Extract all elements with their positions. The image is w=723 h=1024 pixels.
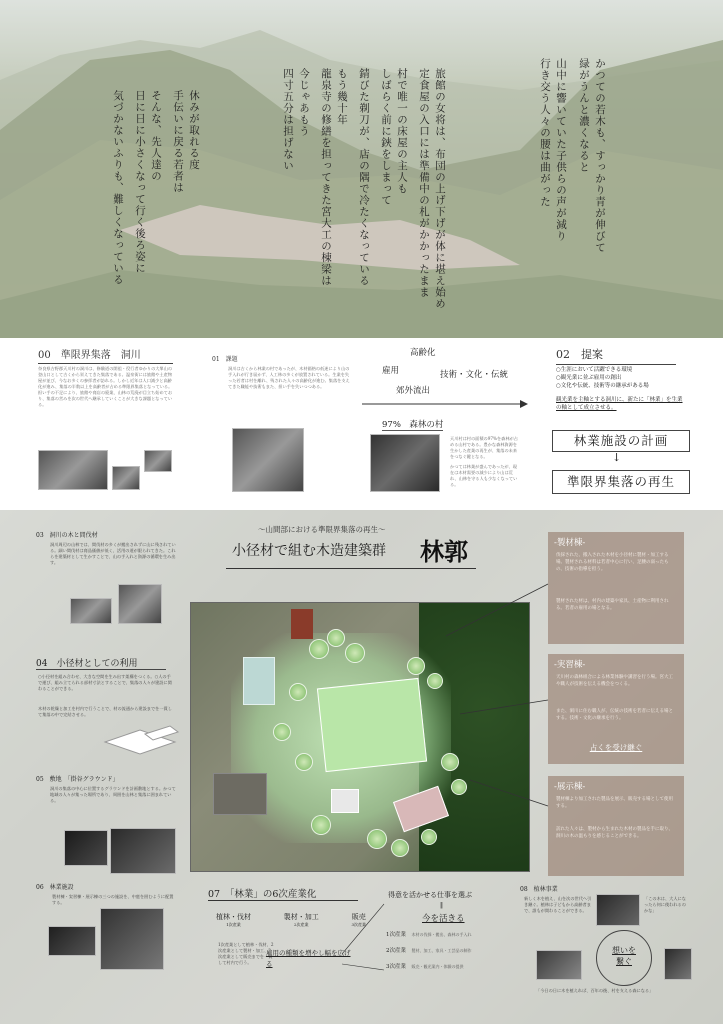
- poem-column: もう幾十年: [336, 68, 348, 126]
- poem-column: 山中に響いていた子供らの声が減り: [555, 58, 567, 242]
- flow-arrow: [360, 398, 530, 410]
- poem-column: 緑がうんと濃くなると: [578, 58, 590, 173]
- forest-body-2: かつては林業が盛んであったが、現在は木材需要の減少により山は荒れ、山林を守る人も少なくなっている。: [450, 464, 518, 487]
- worker-photo: [232, 428, 304, 492]
- poem-column: 錆びた剃刀が、店の隅で冷たくなっている: [358, 68, 370, 287]
- section-07-body: 1次産業として植林・伐材、2次産業として製材・加工、3次産業として販売までを一貫して村内で行う。: [218, 942, 274, 965]
- poem-column: 気づかないふりも、難しくなっている: [112, 90, 124, 286]
- building-photo: [48, 926, 96, 956]
- village-photo: [144, 450, 172, 472]
- card-title: -製材棟-: [554, 538, 586, 548]
- section-00-body: 奈良県吉野郡天川村の洞川は、修験道の開祖・役行者ゆかりの大峯山の登山口として古くから栄えてきた集落である。温泉街には旅館や土産物屋が並び、今なお多くの参拝者が訪れる。しかし近年は人口減少と高齢化が進み、集落の半数以上を高齢者が占める準限界集落となっている。担い手の不足により、旅館や商店の廃業、山林の荒廃が目立ち始めており、集落の営みを次の世代へ継承していくことが大きな課題となっている。: [38, 366, 173, 407]
- planting-photo: [664, 948, 692, 980]
- connector-lines: [340, 894, 386, 974]
- poem-column: そんな、先人達の: [150, 90, 162, 182]
- tree-icon: [311, 815, 331, 835]
- poem-column: 村で唯一の床屋の主人も: [396, 68, 408, 195]
- timber-photo: [70, 598, 112, 624]
- label-aging: 高齢化: [410, 348, 436, 358]
- tree-icon: [295, 753, 313, 771]
- card-body-2: 訪れた人々は、製材から生まれた木材の製品を手に取り、洞川の木の温もりを感じることができる。: [556, 827, 673, 839]
- card-title: -実習棟-: [554, 660, 586, 670]
- section-08-foot: 「今日の日に木を植えれば、百年の後、村を支える森になる」: [536, 988, 654, 993]
- section-04-title: 04 小径材としての利用: [36, 656, 166, 670]
- building-roof: [291, 609, 313, 639]
- tree-icon: [421, 829, 437, 845]
- poem-column: 日に日に小さくなって行く後ろ姿に: [134, 90, 146, 274]
- forest-photo: [370, 434, 440, 492]
- title-rinkaku: 林郭: [420, 537, 468, 566]
- label-employment: 雇用: [382, 366, 400, 376]
- proposal-text: 観光業を主軸とする洞川に、新たに「林業」を生業の軸として成立させる。: [556, 397, 683, 411]
- site-photo: [64, 830, 108, 866]
- poem-column: 龍泉寺の修繕を担ってきた宮大工の棟梁は: [320, 68, 332, 287]
- section-08-title: 08 植林事業: [520, 886, 558, 893]
- center-equals: ‖: [440, 902, 443, 909]
- subtitle: 〜山間部における準限界集落の再生〜: [258, 525, 386, 534]
- court-area: [213, 773, 267, 815]
- section-00-title: 00 準限界集落 洞川: [38, 346, 173, 364]
- card-body-2: また、洞川に住む職人が、伝統の技術を若者に伝える場とする。技術・文化の継承を行う。: [556, 709, 673, 721]
- card-tag: 占くを受け継ぐ: [589, 743, 643, 752]
- proposal-item: ○観光業に並ぶ雇用の創出: [556, 375, 622, 381]
- tree-icon: [407, 657, 425, 675]
- section-06-body: 製材棟・実習棟・展示棟の三つの施設を、中庭を囲むように配置する。: [52, 894, 174, 905]
- industry-rows: [386, 930, 506, 972]
- section-07-title: 07 「林業」の6次産業化: [208, 886, 358, 901]
- forest-label: 97% 森林の村: [382, 420, 444, 430]
- site-photo: [110, 828, 176, 874]
- poem-column: 今じゃあもう: [298, 68, 310, 137]
- industry-row: 1次産業 木材の伐採・搬出、森林の手入れ: [386, 932, 472, 938]
- down-arrow: ↓: [612, 451, 622, 464]
- title-rule: [226, 568, 476, 569]
- section-03-title: 03 洞川の木と間伐材: [36, 532, 98, 539]
- leader-lines: [440, 580, 550, 810]
- section-04-body: ○小径材を組み合わせ、大きな空間を生み出す架構をつくる。○人の手で運び、組み立てられる部材寸法とすることで、集落の人々が建設に関わることができる。: [38, 674, 172, 691]
- building-roof: [243, 657, 275, 705]
- poem-column: しばらく前に鋏をしまって: [380, 68, 392, 206]
- poem-column: かつての若木も、すっかり青が伸びて: [594, 58, 606, 254]
- section-07-tag: 雇用の種類を増やし幅を広げる: [266, 949, 351, 968]
- poem-column: 手伝いに戻る若者は: [172, 90, 184, 194]
- label-outflow: 郊外流出: [396, 386, 431, 396]
- section-03-body: 洞川周辺の山林では、間伐材の多くが搬出されずに山に残されている。細い間伐材は商品価値が低く、活用の道が限られてきた。これらを建築材として生かすことで、山の手入れと資源の循環を生み出す。: [50, 542, 176, 565]
- poem-column: 行き交う人々の腰は曲がった: [539, 58, 551, 208]
- tree-icon: [289, 683, 307, 701]
- card-lumber-mill: [548, 532, 684, 644]
- industry-row: 3次産業 販売・観光案内・体験の提供: [386, 964, 464, 970]
- overview-band: [0, 338, 723, 510]
- tree-icon: [273, 723, 291, 741]
- section-05-title: 05 敷地 「掛谷グラウンド」: [36, 776, 119, 783]
- poem-column: 休みが取れる度: [188, 90, 200, 171]
- village-photo: [38, 450, 108, 490]
- proposal-list: [556, 366, 649, 390]
- plan-box: 林業施設の計画: [552, 430, 690, 452]
- section-04-body-2: 木材の乾燥と加工を村内で行うことで、材の流通から建設までを一貫して集落の中で完結させる。: [38, 706, 172, 717]
- proposal-item: ○文化や伝統、技術等の継承がある場: [556, 383, 649, 389]
- poem-column: 旅館の女将は、布団の上げ下げが体に堪え始め: [434, 68, 446, 310]
- section-08-body: 新しく木を植え、山を次の世代へ引き継ぐ。植林は子どもから高齢者まで、誰もが関わることができる。: [524, 896, 592, 913]
- building-photo: [100, 908, 164, 970]
- tree-icon: [345, 643, 365, 663]
- section-01-title: 01 課題: [212, 356, 238, 363]
- timber-stack-sketch: [100, 722, 180, 758]
- industry-column: 製材・加工 2次産業: [283, 913, 319, 927]
- card-training-hall: [548, 654, 684, 764]
- poem-column: 定食屋の入口には準備中の札がかかったまま: [418, 68, 430, 298]
- center-title: 得意を活かせる仕事を選ぶ: [388, 891, 472, 899]
- card-exhibit-hall: [548, 776, 684, 876]
- regeneration-box: 準限界集落の再生: [552, 470, 690, 494]
- main-title: 小径材で組む木造建築群: [232, 543, 386, 559]
- training-hall-roof: [331, 789, 359, 813]
- industry-row: 2次産業 製材、加工、家具・工芸品の制作: [386, 948, 472, 954]
- planting-photo: [596, 894, 640, 926]
- tree-icon: [367, 829, 387, 849]
- section-01-body: 洞川は古くから林業の村であったが、木材価格の低迷により山の手入れが行き届かず、人工林の多くが放置されている。生業を失った若者は村を離れ、残された人々の高齢化が進む。集落を支えてきた職能や技術もまた、担い手を失いつつある。: [228, 366, 350, 389]
- proposal-item: ○生涯において活躍できる環境: [556, 367, 633, 373]
- section-05-body: 洞川の集落の中心に位置するグラウンドを計画敷地とする。かつて地域の人々が集った場所であり、周囲を山林と集落に囲まれている。: [50, 786, 176, 803]
- card-body: 製材棟より加工された製品を展示、販売する場として使用する。: [556, 797, 673, 809]
- section-02-title: 02 提案: [556, 346, 676, 365]
- tree-icon: [309, 639, 329, 659]
- forest-photo: [118, 584, 162, 624]
- village-photo: [112, 466, 140, 490]
- card-title: -展示棟-: [554, 782, 586, 792]
- card-body: 天川村の森林組合による林業体験や講習を行う場。宮大工や職人が技術を伝える機会をつくる。: [556, 675, 673, 687]
- industry-column: 販売 3次産業: [351, 913, 366, 927]
- forest-body: 天川村は村の面積の97%を森林が占める山村である。豊かな森林資源を生かした産業の再生が、集落の未来をつなぐ鍵となる。: [450, 436, 518, 459]
- card-body: 伐採された、搬入された木材を小径材に製材・加工する場。製材される材料は若者中心に行い、足腰の弱ったもの、技術の指導を担う。: [556, 553, 669, 572]
- tree-icon: [391, 839, 409, 857]
- label-skills: 技術・文化・伝統: [440, 370, 509, 380]
- section-06-title: 06 林業施設: [36, 884, 74, 891]
- center-subtitle: 今を活きる: [422, 914, 465, 924]
- poem-column: 四寸五分は担げない: [282, 68, 294, 172]
- industry-column: 植林・伐材 1次産業: [216, 913, 251, 927]
- lower-panel: [0, 510, 723, 1024]
- section-08-quote: 「この木は、大人になったら何に使われるのかな」: [644, 896, 686, 913]
- connect-circle: 想いを 繋ぐ: [596, 930, 652, 986]
- planting-photo: [536, 950, 582, 980]
- hero-landscape: [0, 0, 723, 338]
- main-hall-roof: [317, 678, 427, 772]
- tree-icon: [327, 629, 345, 647]
- card-body-2: 製材された材は、村内の建築や家具、土産物に利用される。若者の雇用の場となる。: [556, 599, 669, 611]
